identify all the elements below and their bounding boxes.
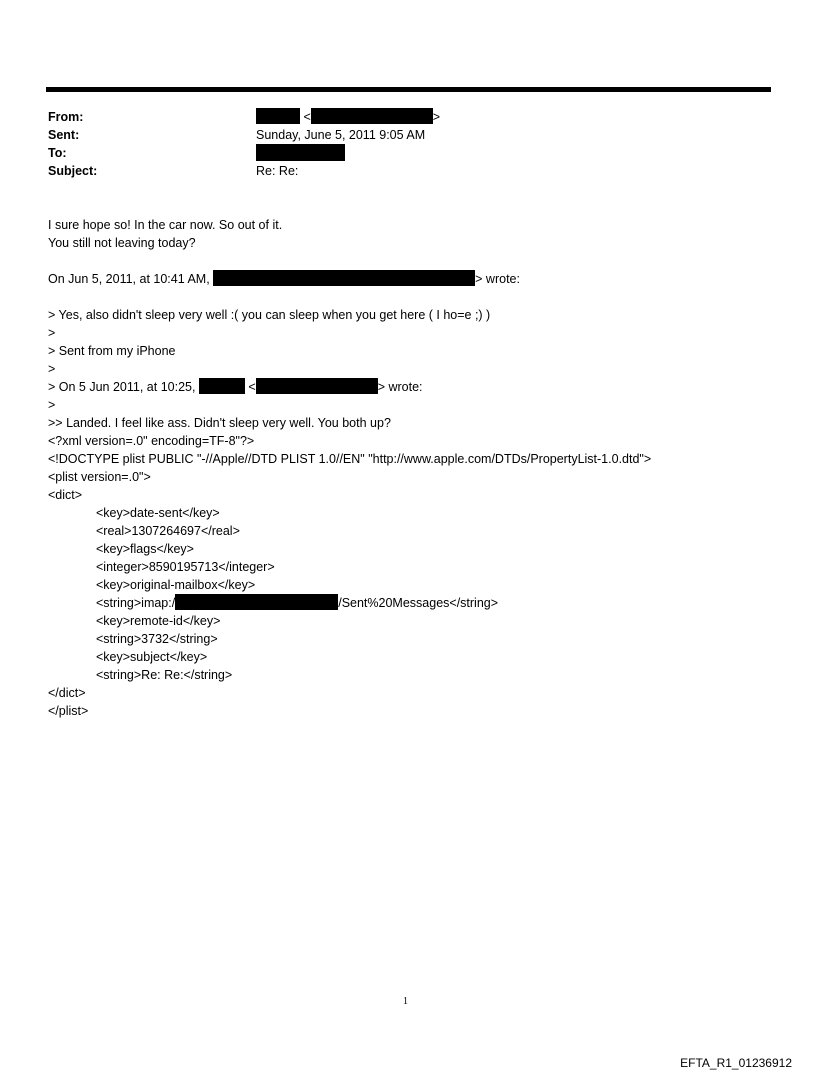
plist-line: <plist version=.0"> [48,470,151,484]
subject-label: Subject: [48,164,98,178]
redaction-block [199,378,245,394]
quoted-intro-after: > wrote: [377,380,423,394]
quoted-line: >> Landed. I feel like ass. Didn't sleep very well. You both up? [48,416,391,430]
plist-line: </plist> [48,704,89,718]
quoted-line: > [48,326,56,340]
plist-line: <key>remote-id</key> [96,614,221,628]
to-label: To: [48,146,67,160]
quoted-intro-before: > On 5 Jun 2011, at 10:25, [48,380,199,394]
sent-label: Sent: [48,128,80,142]
redaction-block [311,108,433,124]
plist-line: <dict> [48,488,83,502]
plist-imap-after: /Sent%20Messages</string> [338,596,499,610]
to-value [256,144,345,163]
redaction-block [213,270,475,286]
header-rule [46,87,771,92]
plist-line: <key>original-mailbox</key> [96,578,256,592]
sent-value: Sunday, June 5, 2011 9:05 AM [256,128,426,142]
from-close-bracket: > [432,110,441,124]
quoted-line: > [48,398,56,412]
plist-line: <key>flags</key> [96,542,194,556]
plist-line: <string>Re: Re:</string> [96,668,233,682]
plist-line: <real>1307264697</real> [96,524,240,538]
redaction-block [175,594,338,610]
quote-intro-before: On Jun 5, 2011, at 10:41 AM, [48,272,214,286]
subject-value: Re: Re: [256,164,299,178]
quoted-line [48,378,423,396]
plist-line: </dict> [48,686,86,700]
page-number: 1 [403,996,408,1007]
quote-intro-after: > wrote: [475,272,520,286]
body-line: I sure hope so! In the car now. So out of it. [48,218,283,232]
body-line: You still not leaving today? [48,236,196,250]
plist-line: <string>3732</string> [96,632,218,646]
plist-line: <key>date-sent</key> [96,506,220,520]
from-label: From: [48,110,84,124]
plist-line: <integer>8590195713</integer> [96,560,275,574]
from-open-bracket: < [303,110,311,124]
document-id: EFTA_R1_01236912 [680,1056,792,1070]
plist-line: <!DOCTYPE plist PUBLIC "-//Apple//DTD PLIST 1.0//EN" "http://www.apple.com/DTDs/PropertyList-1.0.dtd"> [48,452,652,466]
plist-line: <?xml version=.0" encoding=TF-8"?> [48,434,255,448]
redaction-block [256,378,378,394]
quoted-line: > [48,362,56,376]
redaction-block [256,144,345,161]
plist-line [96,594,498,612]
plist-imap-before: <string>imap:/ [96,596,176,610]
from-value [256,108,440,126]
quoted-intro-mid: < [244,380,256,394]
quoted-line: > Sent from my iPhone [48,344,176,358]
redaction-block [256,108,300,124]
plist-line: <key>subject</key> [96,650,208,664]
quoted-line: > Yes, also didn't sleep very well :( you can sleep when you get here ( I ho=e ;) ) [48,308,491,322]
quote-intro [48,270,520,288]
